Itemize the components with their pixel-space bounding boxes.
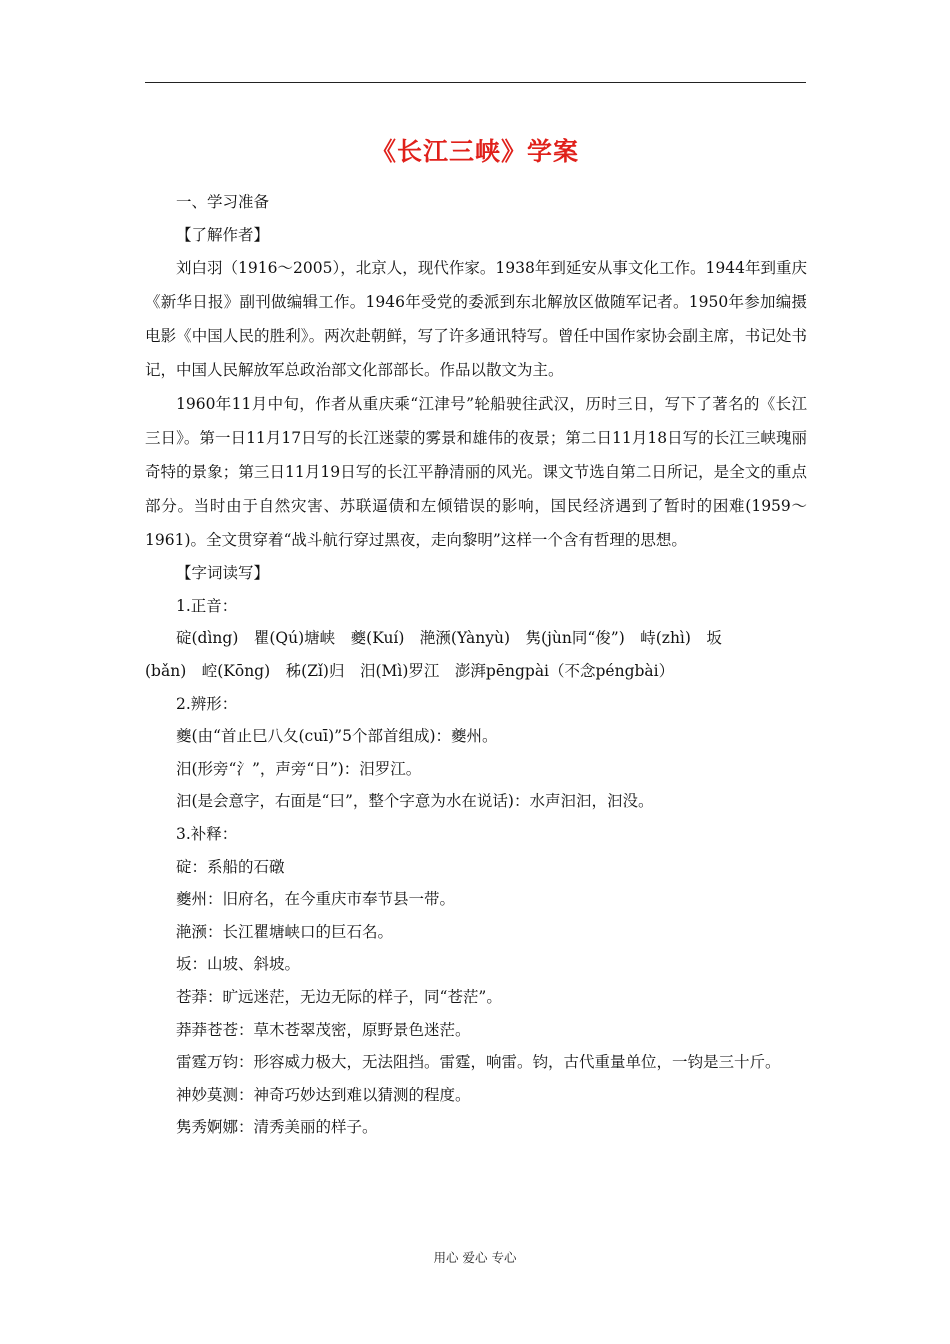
supplement-item: 隽秀婀娜：清秀美丽的样子。 bbox=[176, 1118, 378, 1137]
supplement-item: 神妙莫测：神奇巧妙达到难以猜测的程度。 bbox=[176, 1085, 471, 1104]
shape-item: 汩(是会意字，右面是“曰”，整个字意为水在说话)：水声汩汩，汩没。 bbox=[176, 792, 654, 811]
supplement-item: 滟滪：长江瞿塘峡口的巨石名。 bbox=[176, 922, 394, 941]
supplement-heading: 3.补释： bbox=[176, 824, 238, 843]
background-paragraph: 1960年11月中旬，作者从重庆乘“江津号”轮船驶往武汉，历时三日，写下了著名的《长江三日》。第一日11月17日写的长江迷蒙的雾景和雄伟的夜景；第二日11月18日写的长江三峡瑰丽奇特的景象；第三日11月19日写的长江平静清丽的风光。课文节选自第二日所记，是全文的重点部分。当时由于自然灾害、苏联逼债和左倾错误的影响，国民经济遇到了暂时的困难(1959～1961)。全文贯穿着“战斗航行穿过黑夜，走向黎明”这样一个含有哲理的思想。 bbox=[145, 395, 807, 550]
shape-heading: 2.辨形： bbox=[176, 694, 238, 713]
shape-item: 汨(形旁“氵”，声旁“日”)：汨罗江。 bbox=[176, 759, 422, 778]
pronunciation-line: (bǎn) 崆(Kōng) 秭(Zǐ)归 汨(Mì)罗江 澎湃pēngpài（不念péngbài） bbox=[145, 661, 675, 680]
pronunciation-line: 碇(dìng) 瞿(Qú)塘峡 夔(Kuí) 滟滪(Yànyù) 隽(jùn同“俊”) 峙(zhì) 坂 bbox=[176, 629, 722, 648]
supplement-item: 碇：系船的石礅 bbox=[176, 857, 285, 876]
document-body bbox=[145, 186, 807, 1144]
supplement-item: 坂：山坡、斜坡。 bbox=[176, 955, 301, 974]
section-heading: 一、学习准备 bbox=[176, 193, 270, 211]
document-title: 《长江三峡》学案 bbox=[370, 137, 579, 166]
shape-item: 夔(由“首止巳八夂(cuī)”5个部首组成)：夔州。 bbox=[176, 727, 498, 746]
supplement-item: 苍莽：旷远迷茫，无边无际的样子，同“苍茫”。 bbox=[176, 987, 502, 1006]
supplement-item: 夔州：旧府名，在今重庆市奉节县一带。 bbox=[176, 890, 456, 909]
supplement-item: 莽莽苍苍：草木苍翠茂密，原野景色迷茫。 bbox=[176, 1020, 471, 1039]
header-rule bbox=[145, 82, 806, 83]
supplement-item: 雷霆万钧：形容威力极大，无法阻挡。雷霆，响雷。钧，古代重量单位，一钧是三十斤。 bbox=[176, 1053, 781, 1072]
page-footer: 用心 爱心 专心 bbox=[433, 1250, 517, 1265]
author-heading: 【了解作者】 bbox=[176, 225, 270, 244]
pronunciation-heading: 1.正音： bbox=[176, 596, 238, 615]
words-heading: 【字词读写】 bbox=[176, 564, 270, 583]
author-paragraph: 刘白羽（1916～2005），北京人，现代作家。1938年到延安从事文化工作。1944年到重庆《新华日报》副刊做编辑工作。1946年受党的委派到东北解放区做随军记者。1950年参加编摄电影《中国人民的胜利》。两次赴朝鲜，写了许多通讯特写。曾任中国作家协会副主席，书记处书记，中国人民解放军总政治部文化部部长。作品以散文为主。 bbox=[145, 259, 807, 380]
